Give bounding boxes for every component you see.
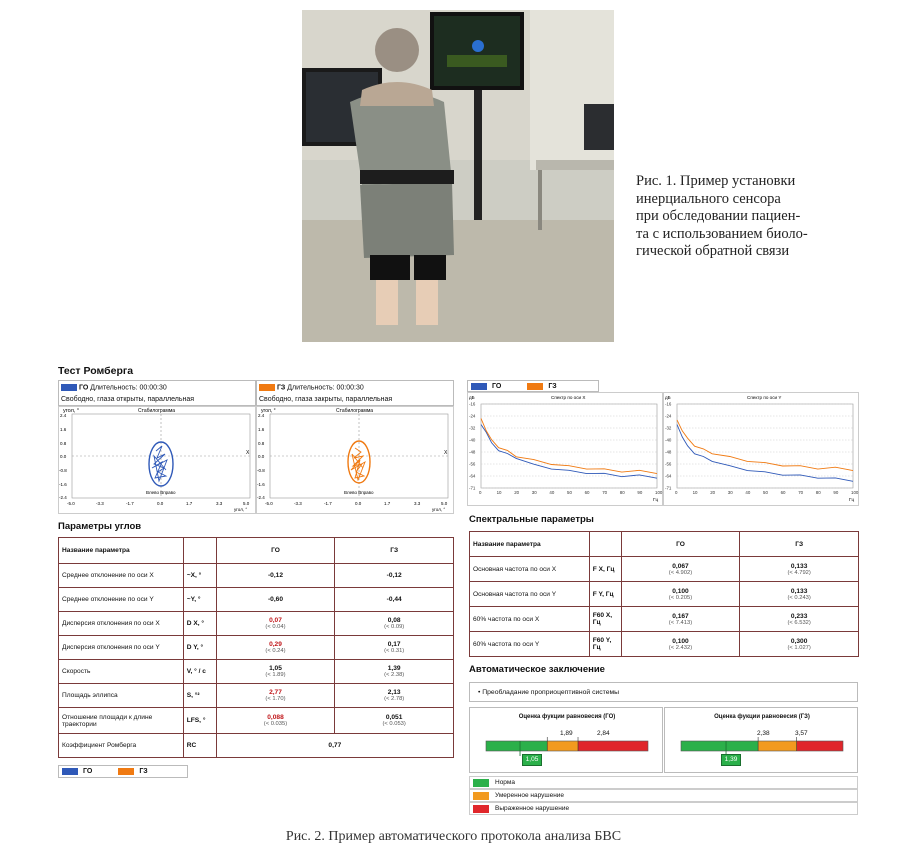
header-go: ГО [621, 532, 740, 557]
row-gz: 1,39 [387, 665, 401, 672]
y-tick-label: -40 [469, 437, 476, 443]
orange-swatch [473, 792, 489, 800]
y-axis-label: угол, ° [63, 408, 80, 414]
balance-gz-title: Оценка фукции равновесия (ГЗ) [714, 714, 810, 720]
y-tick-label: -16 [665, 401, 672, 407]
balance-go-title: Оценка фукции равновесия (ГО) [518, 714, 616, 720]
row-gz-norm: (< 2.38) [384, 672, 405, 678]
row-go-norm: (< 2.432) [668, 644, 693, 651]
x-tick-label: 80 [619, 490, 625, 495]
row-go-norm: (< 0.205) [668, 594, 693, 601]
caption-line: та с использованием биоло- [636, 225, 808, 242]
row-go: 0,07 [269, 617, 282, 624]
row-gz: 2,13 [387, 689, 401, 696]
table-row [59, 660, 454, 684]
y-axis-label: угол, ° [261, 408, 276, 414]
legend-severe [469, 802, 858, 815]
legend-gz: ГЗ [139, 768, 148, 775]
zone-severe [797, 741, 843, 751]
y-tick-label: -56 [665, 461, 672, 467]
row-gz-norm: (< 1.027) [787, 644, 811, 651]
legend-severe-label: Выраженное нарушение [495, 805, 570, 812]
go-threshold-2: 2,84 [597, 730, 610, 737]
y-tick: 2.4 [258, 413, 265, 418]
gz-duration: Длительность: 00:00:30 [287, 384, 364, 392]
row-gz: 0,300 [790, 637, 808, 645]
x-tick-label: 100 [655, 490, 663, 495]
legend-norm-label: Норма [495, 779, 516, 786]
romberg-title: Тест Ромберга [58, 365, 134, 377]
row-go: 0,29 [269, 641, 282, 648]
row-gz: 0,233 [790, 612, 808, 620]
row-go: 0,088 [267, 714, 284, 721]
row-name: Дисперсия отклонения по оси X [59, 612, 184, 636]
legend-moderate-label: Умеренное нарушение [495, 792, 565, 799]
gz-swatch [527, 383, 543, 390]
y-tick-label: -71 [469, 485, 476, 491]
photo-illustration [302, 10, 614, 342]
x-tick-label: 50 [567, 490, 572, 495]
y-tick: -1.6 [257, 482, 265, 487]
zone-norm [486, 741, 547, 751]
y-tick: 0.8 [258, 441, 265, 446]
zone-severe [578, 741, 648, 751]
x-tick-label: 10 [496, 490, 502, 495]
table-row [59, 684, 454, 708]
table-header [470, 532, 859, 557]
y-tick-label: -24 [665, 413, 672, 419]
y-tick-label: -64 [469, 473, 476, 479]
x-tick: -1.7 [126, 501, 134, 506]
severity-legend [469, 776, 858, 815]
header-sym [183, 538, 216, 564]
row-sym: ~X, ° [183, 564, 216, 588]
x-tick: 5.0 [243, 501, 250, 506]
row-name: Скорость [59, 660, 184, 684]
row-gz: 0,133 [790, 587, 808, 595]
row-name: Дисперсия отклонения по оси Y [59, 636, 184, 660]
go-code: ГО [78, 384, 89, 392]
x-tick: -5.0 [265, 501, 273, 506]
y-tick-label: -48 [469, 449, 476, 455]
row-sym: RC [183, 734, 216, 758]
x-tick-label: 80 [815, 490, 821, 495]
stabilogram-go-svg [58, 406, 256, 514]
go-swatch [62, 768, 78, 775]
row-name: 60% частота по оси X [470, 607, 590, 632]
y-tick-label: -32 [469, 425, 476, 431]
row-go: -0,12 [216, 564, 335, 588]
row-sym: D X, ° [183, 612, 216, 636]
row-gz-norm: (< 0.09) [384, 624, 405, 630]
row-name: Основная частота по оси Y [470, 582, 590, 607]
row-sym: LFS, ° [183, 708, 216, 734]
x-unit: Гц [849, 497, 855, 502]
y-unit: дБ [469, 395, 475, 400]
x-axis-label: угол, ° [234, 507, 248, 512]
y-tick: 1.6 [60, 427, 67, 432]
x-tick: -3.3 [294, 501, 302, 506]
x-tick-label: 100 [851, 490, 859, 495]
gz-condition: Свободно, глаза закрыты, параллельная [259, 396, 393, 403]
header-gz: ГЗ [740, 532, 859, 557]
y-tick: -2.4 [257, 495, 265, 500]
legend-go: ГО [83, 768, 93, 775]
caption-line: гической обратной связи [636, 243, 790, 259]
go-condition: Свободно, глаза открыты, параллельная [61, 396, 195, 403]
row-sym: ~Y, ° [183, 588, 216, 612]
x-unit: Гц [653, 497, 659, 502]
row-sym: F Y, Гц [589, 582, 621, 607]
x-sub: Влево Вправо [146, 490, 176, 495]
table-header [59, 538, 454, 564]
angles-title: Параметры углов [58, 521, 142, 532]
row-gz-norm: (< 2.78) [384, 696, 405, 702]
gz-header [256, 380, 454, 406]
row-go: 0,100 [672, 587, 689, 595]
stabilogram-gz-svg [256, 406, 454, 514]
table-row [59, 564, 454, 588]
table-row [470, 607, 859, 632]
conclusion-title: Автоматическое заключение [469, 664, 605, 675]
go-threshold-1: 1,89 [560, 730, 573, 737]
caption-line: инерциального сенсора [636, 190, 781, 207]
spectral-table [469, 531, 859, 657]
x-corner: X [444, 450, 448, 456]
table-row [470, 557, 859, 582]
x-tick: -3.3 [96, 501, 104, 506]
x-tick: 3.3 [216, 501, 223, 506]
y-tick-label: -40 [665, 437, 672, 443]
zone-moderate [758, 741, 797, 751]
angles-table [58, 537, 454, 758]
row-go-norm: (< 7.413) [668, 619, 693, 626]
y-unit: дБ [665, 395, 671, 400]
row-gz: 0,17 [387, 641, 401, 648]
table-row [59, 588, 454, 612]
table-row [470, 632, 859, 657]
x-tick-label: 90 [833, 490, 839, 495]
x-tick: -1.7 [324, 501, 332, 506]
x-sub: Влево Вправо [344, 490, 374, 495]
x-tick: 0.0 [355, 501, 362, 506]
x-tick-label: 50 [763, 490, 768, 495]
y-tick-label: -56 [469, 461, 476, 467]
x-tick-label: 30 [727, 490, 733, 495]
spectrum-legend [467, 380, 599, 392]
x-axis-label: угол, ° [432, 507, 446, 512]
x-tick: 1.7 [186, 501, 193, 506]
x-tick-label: 60 [584, 490, 590, 495]
figure-2-caption: Рис. 2. Пример автоматического протокола анализа БВС [285, 829, 622, 844]
x-tick-label: 0 [675, 490, 678, 495]
row-sym: S, °² [183, 684, 216, 708]
row-gz-norm: (< 6.532) [787, 619, 811, 626]
x-tick: 3.3 [414, 501, 421, 506]
y-tick: 0.0 [258, 454, 265, 459]
row-go: -0,60 [216, 588, 335, 612]
caption-line: Рис. 1. Пример установки [636, 173, 796, 189]
red-swatch [473, 805, 489, 813]
y-tick: -0.8 [257, 468, 265, 473]
legend-norm [469, 776, 858, 789]
row-go: 0,067 [672, 562, 689, 570]
chart-title: Спектр по оси X [551, 395, 586, 400]
row-gz-norm: (< 0.053) [382, 721, 406, 727]
x-tick-label: 40 [745, 490, 751, 495]
gz-swatch [259, 384, 275, 391]
gz-value-marker: 1,39 [721, 754, 741, 766]
row-gz-norm: (< 0.31) [384, 648, 405, 654]
row-name: Площадь эллипса [59, 684, 184, 708]
go-value-marker: 1,05 [522, 754, 542, 766]
table-row [59, 734, 454, 758]
table-row [59, 708, 454, 734]
row-sym: F60 X, Гц [589, 607, 621, 632]
spectral-title: Спектральные параметры [469, 514, 594, 525]
row-name: Коэффициент Ромберга [59, 734, 184, 758]
x-tick-label: 0 [479, 490, 482, 495]
go-swatch [471, 383, 487, 390]
conclusion-item: • Преобладание проприоцептивной системы [469, 682, 858, 702]
row-name: Среднее отклонение по оси Y [59, 588, 184, 612]
row-go-norm: (< 1.89) [265, 672, 286, 678]
row-name: 60% частота по оси Y [470, 632, 590, 657]
row-name: Основная частота по оси X [470, 557, 590, 582]
balance-gz-scale [665, 708, 859, 774]
x-tick-label: 20 [514, 490, 520, 495]
spectrum-x-chart [467, 392, 663, 506]
row-gz: 0,08 [387, 617, 401, 624]
row-sym: D Y, ° [183, 636, 216, 660]
row-sym: F60 Y, Гц [589, 632, 621, 657]
plot-title: Стабилограмма [138, 408, 176, 414]
x-corner: X [246, 450, 250, 456]
spectrum-x-panel [467, 392, 663, 506]
y-tick: 1.6 [258, 427, 265, 432]
spectrum-legend-gz: ГЗ [548, 382, 557, 390]
row-gz: -0,12 [335, 564, 454, 588]
go-swatch [61, 384, 77, 391]
header-sym [589, 532, 621, 557]
x-tick-label: 70 [602, 490, 608, 495]
stabilogram-go [58, 406, 256, 514]
x-tick-label: 70 [798, 490, 804, 495]
row-go: 1,05 [269, 665, 282, 672]
row-go: 2,77 [269, 689, 282, 696]
spectrum-y-panel [663, 392, 859, 506]
legend-moderate [469, 789, 858, 802]
x-tick: 0.0 [157, 501, 164, 506]
header-gz: ГЗ [335, 538, 454, 564]
y-tick: -1.6 [59, 482, 67, 487]
table-row [470, 582, 859, 607]
chart-title: Спектр по оси Y [747, 395, 782, 400]
gz-swatch [118, 768, 134, 775]
caption-line: при обследовании пациен- [636, 208, 801, 224]
y-tick-label: -64 [665, 473, 672, 479]
go-header [58, 380, 256, 406]
balance-gz-panel [664, 707, 858, 773]
row-sym: F X, Гц [589, 557, 621, 582]
zone-norm [681, 741, 758, 751]
go-duration: Длительность: 00:00:30 [90, 384, 167, 392]
row-name: Отношение площади к длине траектории [59, 708, 184, 734]
row-go-norm: (< 0.035) [263, 721, 288, 727]
gz-threshold-2: 3,57 [795, 730, 808, 737]
gz-threshold-1: 2,38 [757, 730, 770, 737]
table-row [59, 636, 454, 660]
spectrum-y-chart [663, 392, 859, 506]
zone-moderate [547, 741, 578, 751]
row-go: 0,167 [672, 612, 689, 620]
y-tick-label: -24 [469, 413, 476, 419]
y-tick: -0.8 [59, 468, 67, 473]
row-value: 0,77 [216, 734, 453, 758]
spectrum-legend-go: ГО [492, 382, 502, 390]
x-tick-label: 10 [692, 490, 698, 495]
plot-title: Стабилограмма [336, 408, 374, 414]
row-go-norm: (< 4.902) [668, 569, 693, 576]
row-go: 0,100 [672, 637, 689, 645]
header-name: Название параметра [470, 532, 590, 557]
y-tick-label: -32 [665, 425, 672, 431]
row-gz-norm: (< 4.792) [787, 569, 811, 576]
y-tick-label: -16 [469, 401, 476, 407]
header-name: Название параметра [59, 538, 184, 564]
y-tick: 0.0 [60, 454, 67, 459]
row-gz-norm: (< 0.243) [787, 594, 811, 601]
figure-1-caption [636, 173, 856, 261]
x-tick: 5.0 [441, 501, 448, 506]
gz-code: ГЗ [276, 384, 286, 392]
header-go: ГО [216, 538, 335, 564]
y-tick: 2.4 [60, 413, 67, 418]
green-swatch [473, 779, 489, 787]
row-gz: 0,133 [790, 562, 808, 570]
row-sym: V, ° / c [183, 660, 216, 684]
x-tick-label: 20 [710, 490, 716, 495]
y-tick-label: -48 [665, 449, 672, 455]
x-tick: -5.0 [67, 501, 75, 506]
patient-photo [302, 10, 614, 342]
table-row [59, 612, 454, 636]
row-go-norm: (< 1.70) [265, 696, 286, 702]
y-tick: -2.4 [59, 495, 67, 500]
y-tick: 0.8 [60, 441, 67, 446]
x-tick-label: 90 [637, 490, 643, 495]
bottom-legend [58, 765, 188, 778]
stabilogram-gz [256, 406, 454, 514]
balance-go-panel [469, 707, 663, 773]
y-tick-label: -71 [665, 485, 672, 491]
row-go-norm: (< 0.24) [265, 648, 286, 654]
row-go-norm: (< 0.04) [265, 624, 286, 630]
x-tick-label: 30 [531, 490, 537, 495]
x-tick-label: 40 [549, 490, 555, 495]
x-tick: 1.7 [384, 501, 391, 506]
x-tick-label: 60 [780, 490, 786, 495]
row-gz: -0,44 [335, 588, 454, 612]
row-gz: 0,051 [385, 714, 403, 721]
balance-go-scale [470, 708, 664, 774]
row-name: Среднее отклонение по оси X [59, 564, 184, 588]
